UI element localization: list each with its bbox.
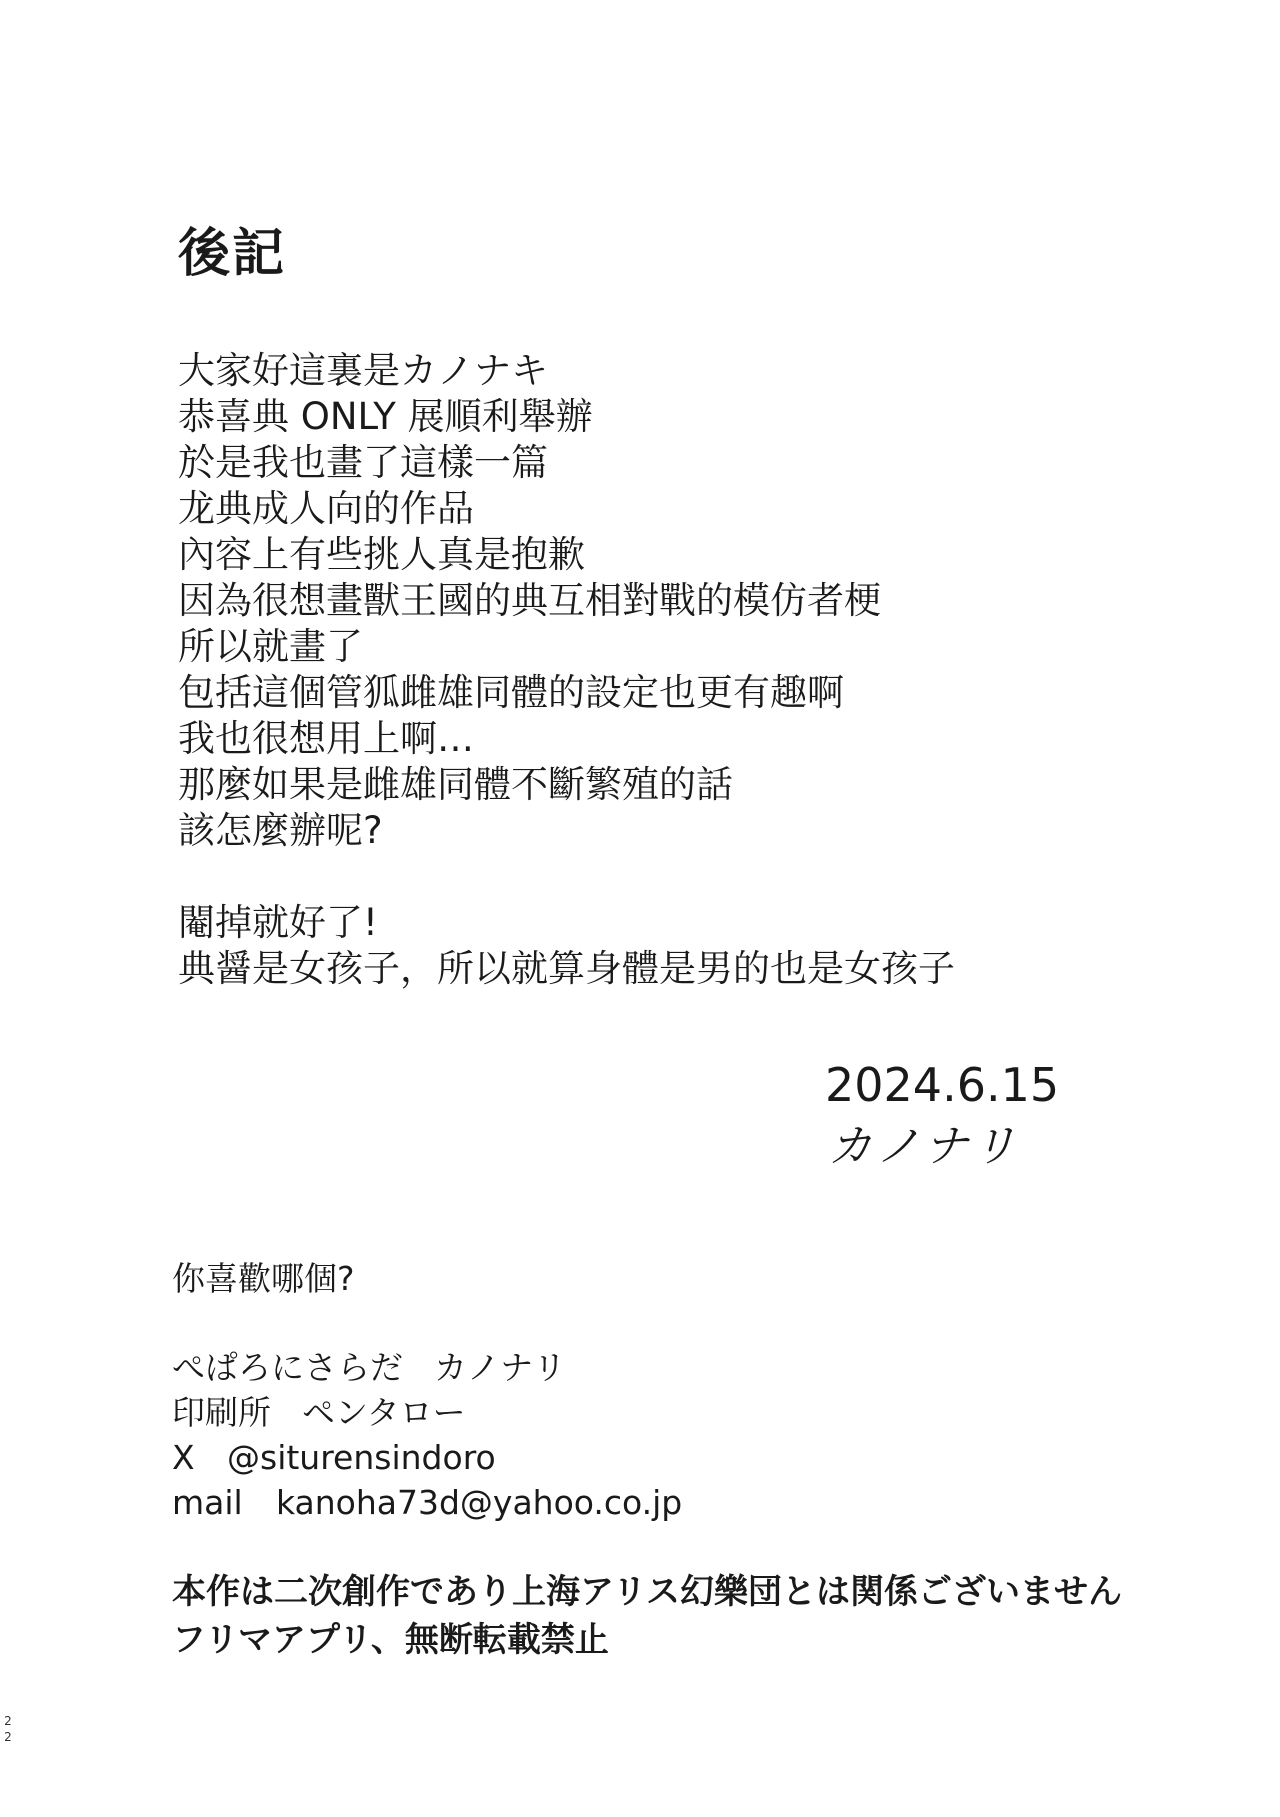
- circle-value: カノナリ: [434, 1348, 566, 1387]
- x-label: X: [172, 1438, 195, 1477]
- body-line: 我也很想用上啊…: [178, 717, 474, 760]
- printer-label: 印刷所: [172, 1393, 271, 1432]
- paragraph-gap: [178, 854, 955, 900]
- page-title: 後記: [178, 224, 287, 284]
- mail-label: mail: [172, 1483, 243, 1522]
- credit-row-circle: [172, 1345, 682, 1390]
- page-number-digit: 2: [4, 1714, 12, 1728]
- body-line: 該怎麼辦呢?: [178, 809, 383, 852]
- page-number-digit: 2: [4, 1730, 12, 1744]
- x-handle: @siturensindoro: [227, 1438, 496, 1477]
- page-number: [2, 1713, 14, 1745]
- notice-line: 本作は二次創作であり上海アリス幻樂団とは関係ございません: [172, 1572, 1122, 1612]
- question-line: 你喜歡哪個?: [172, 1259, 355, 1298]
- body-line: 所以就畫了: [178, 625, 363, 668]
- body-line: 大家好這裏是カノナキ: [178, 349, 548, 392]
- closing-line: 典醤是女孩子，所以就算身體是男的也是女孩子: [178, 947, 955, 990]
- closing-line: 閹掉就好了!: [178, 901, 378, 944]
- notice-line: フリマアプリ、無断転載禁止: [172, 1620, 609, 1660]
- credits-block: [172, 1345, 682, 1525]
- credit-row-x: [172, 1435, 682, 1480]
- body-line: 包括這個管狐雌雄同體的設定也更有趣啊: [178, 671, 844, 714]
- credit-row-printer: [172, 1390, 682, 1435]
- body-line: 於是我也畫了這樣一篇: [178, 441, 548, 484]
- body-line: 內容上有些挑人真是抱歉: [178, 533, 585, 576]
- copyright-notice: [172, 1568, 1122, 1664]
- author-signature: カノナリ: [828, 1121, 1020, 1172]
- circle-label: ぺぱろにさらだ: [172, 1348, 403, 1387]
- printer-value: ペンタロー: [302, 1393, 466, 1432]
- credit-row-mail: [172, 1480, 682, 1525]
- date: 2024.6.15: [825, 1058, 1060, 1112]
- afterword-body: [178, 348, 955, 992]
- mail-address: kanoha73d@yahoo.co.jp: [276, 1483, 683, 1522]
- body-line: 那麼如果是雌雄同體不斷繁殖的話: [178, 763, 733, 806]
- body-line: 龙典成人向的作品: [178, 487, 474, 530]
- body-line: 因為很想畫獸王國的典互相對戰的模仿者梗: [178, 579, 881, 622]
- body-line: 恭喜典 ONLY 展順利舉辦: [178, 395, 593, 438]
